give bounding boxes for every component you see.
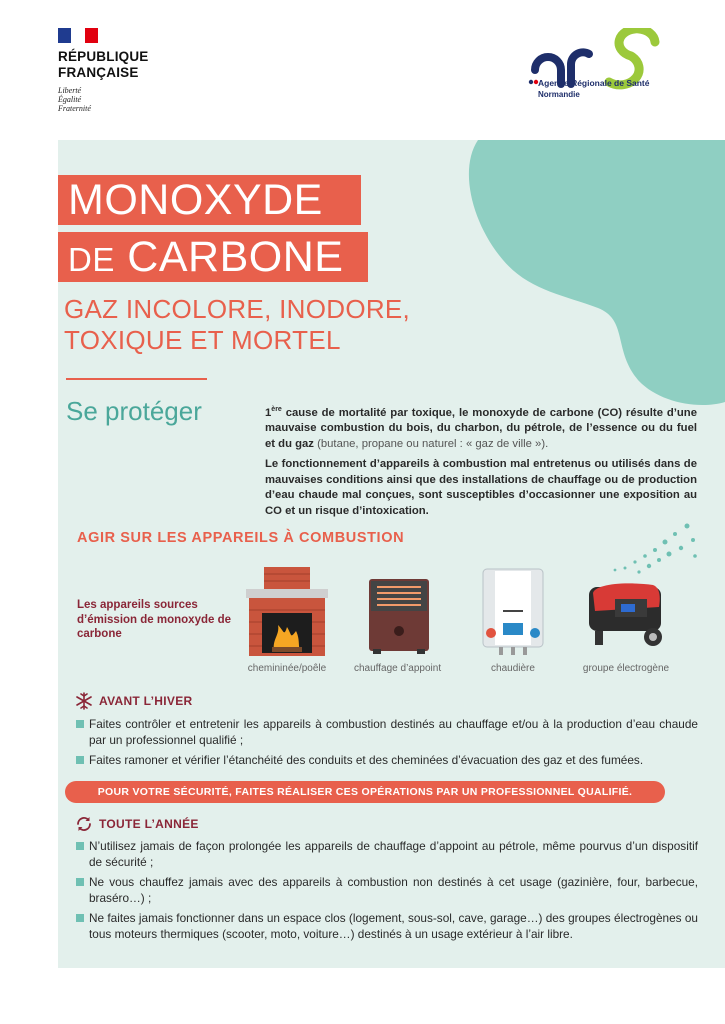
toute-annee-item-2: Ne vous chauffez jamais avec des appareils à combustion non destinés à cet usage (gazinière, four, barbecue, braséro…) ; <box>76 874 698 906</box>
fireplace-icon <box>244 565 330 657</box>
ars-logo <box>525 28 675 112</box>
device-space-heater: chauffage d’appoint <box>354 565 441 674</box>
device-fireplace: chemininée/poêle <box>244 565 330 674</box>
republique-title: RÉPUBLIQUE FRANÇAISE <box>58 49 149 80</box>
title-line-1: MONOXYDE <box>58 175 361 225</box>
cycle-arrows-icon <box>75 815 93 833</box>
republique-francaise-logo <box>58 28 178 113</box>
device-boiler: chaudière <box>473 565 553 674</box>
intro-text <box>265 402 697 524</box>
avant-hiver-item-1: Faites contrôler et entretenir les appareils à combustion destinés au chauffage et/ou à la production d’eau chaude par un professionnel qualifié ; <box>76 716 698 748</box>
space-heater-icon <box>355 565 441 657</box>
device-generator: groupe électrogène <box>581 565 671 674</box>
intro-paragraph-1: 1ère cause de mortalité par toxique, le monoxyde de carbone (CO) résulte d’une mauvaise combustion du bois, du charbon, du pétrole, de l’essence ou du fuel et du gaz (butane, propane ou naturel : « gaz de ville »). <box>265 406 697 450</box>
toute-annee-heading: TOUTE L’ANNÉE <box>75 815 199 833</box>
section-heading: AGIR SUR LES APPAREILS À COMBUSTION <box>77 530 405 546</box>
republique-motto: Liberté Égalité Fraternité <box>58 86 91 113</box>
safety-banner: POUR VOTRE SÉCURITÉ, FAITES RÉALISER CES OPÉRATIONS PAR UN PROFESSIONNEL QUALIFIÉ. <box>65 781 665 803</box>
avant-hiver-item-2: Faites ramoner et vérifier l’étanchéité des conduits et des cheminées d’évacuation des gaz et des fumées. <box>76 752 698 768</box>
snowflake-icon <box>75 692 93 710</box>
toute-annee-item-1: N’utilisez jamais de façon prolongée les appareils de chauffage d’appoint au pétrole, même pourvus d’un dispositif de sécurité ; <box>76 838 698 870</box>
avant-hiver-heading: AVANT L’HIVER <box>75 692 192 710</box>
intro-paragraph-2: Le fonctionnement d’appareils à combustion mal entretenus ou utilisés dans de mauvaises conditions ainsi que des installations de chauffage ou de production d’eau chaude mal conçues, sont susceptibles d’occasionner une exposition au CO et un risque d’intoxication. <box>265 458 697 517</box>
sources-label: Les appareils sources d’émission de monoxyde de carbone <box>77 599 232 640</box>
toute-annee-item-3: Ne faites jamais fonctionner dans un espace clos (logement, sous-sol, cave, garage…) des groupes électrogènes ou tous moteurs thermiques (scooter, moto, voiture…) destinés à un usage extérieur à l’air libre. <box>76 910 698 942</box>
french-flag-icon <box>58 28 98 43</box>
protect-heading: Se protéger <box>66 396 202 426</box>
divider <box>66 378 207 380</box>
boiler-icon <box>473 565 553 657</box>
ars-region: Normandie <box>538 90 580 99</box>
generator-icon <box>581 565 671 657</box>
ars-agency-name: Agence Régionale de Santé <box>538 78 650 88</box>
title-line-2: DE CARBONE <box>58 232 368 282</box>
subtitle: GAZ INCOLORE, INODORE, TOXIQUE ET MORTEL <box>64 294 411 355</box>
